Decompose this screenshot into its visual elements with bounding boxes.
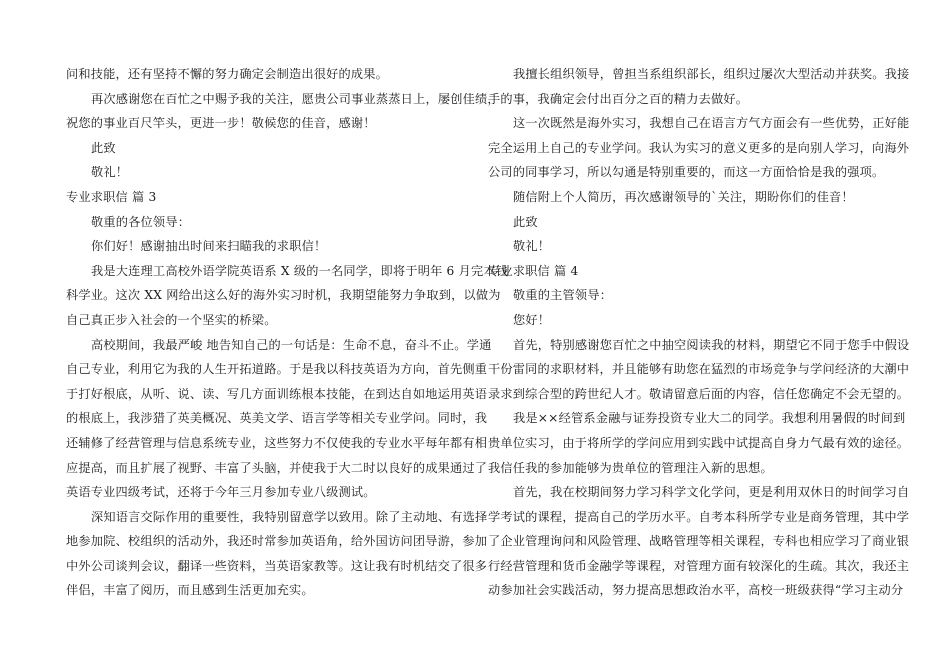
left-column-line: 你们好！感谢抽出时间来扫瞄我的求职信！ (91, 239, 327, 254)
right-column-line: 公司的同事学习，所以勾通是特别重要的，而这一方面恰恰是我的强项。 (488, 165, 885, 180)
right-column-line: 专业求职信 篇 4 (488, 263, 579, 278)
right-column-line: 完全运用上自己的专业学问。我认为实习的意义更多的是向别人学习，向海外 (488, 140, 910, 155)
left-column-line: 此致 (91, 140, 116, 155)
left-column-line: 敬礼！ (91, 165, 129, 180)
right-column-line: 首先，我在校期间努力学习科学文化学问，更是利用双休日的时间学习自 (513, 485, 910, 500)
left-column-line: 深知语言交际作用的重要性，我特别留意学以致用。除了主动地、有选择 (91, 509, 488, 524)
right-column-line: 这一次既然是海外实习，我想自己在语言方气方面会有一些优势，正好能 (513, 116, 910, 131)
left-column-line: 还辅修了经营管理与信息系统专业，这些努力不仅使我的专业水平每年都有相 (66, 435, 488, 450)
left-column-line: 自己真正步入社会的一个坚实的桥梁。 (66, 312, 277, 327)
right-column-line: 我信任我的参加能够为贵单位的管理注入新的思想。 (488, 460, 773, 475)
right-column-line: 了企业管理询问和风险管理、战略管理等相关课程，专科也相应学习了商业银 (488, 534, 910, 549)
left-column-line: 专业求职信 篇 3 (66, 189, 157, 204)
right-column-line: 首先，特别感谢您百忙之中抽空阅读我的材料，期望它不同于您手中假设 (513, 337, 910, 352)
right-column-line: 我擅长组织领导，曾担当系组织部长，组织过屡次大型活动并获奖。我接 (513, 67, 910, 81)
right-column-line: 随信附上个人简历，再次感谢领导的`关注，期盼你们的佳音！ (513, 189, 854, 204)
left-column-line: 敬重的各位领导： (91, 214, 191, 229)
right-column-line: 动参加社会实践活动，努力提高思想政治水平，高校一班级获得“学习主动分 (488, 583, 904, 598)
left-column-line: 中外公司谈判会议，翻译一些资料，当英语家教等。这让我有时机结交了很多 (66, 558, 488, 573)
left-column-line: 祝您的事业百尺竿头，更进一步！敬候您的佳音，感谢！ (66, 116, 376, 131)
left-column-line: 地参加院、校组织的活动外，我还时常参加英语角，给外国访问团导游，参加 (66, 534, 488, 549)
left-column-line: 我是大连理工高校外语学院英语系 X 级的一名同学，即将于明年 6 月完本钱 (91, 263, 509, 278)
left-column-line: 高校期间，我最严峻 地告知自己的一句话是：生命不息，奋斗不止。学通 (91, 337, 492, 352)
left-column-line: 科学业。这次 XX 网给出这么好的海外实习时机，我期望能努力争取到，以做为 (66, 288, 501, 303)
right-column-line: 此致 (513, 214, 538, 229)
left-column-line: 伴侣，丰富了阅历，而且感到生活更加充实。 (66, 583, 314, 598)
left-column-line: 应提高，而且扩展了视野、丰富了头脑，并使我于大二时以良好的成果通过了 (66, 460, 488, 475)
right-column-line: 录求到综合型的跨世纪人才。敬请留意后面的内容，信任您确定不会无望的。 (488, 386, 910, 401)
left-column-line: 问和技能，还有坚持不懈的努力确定会制造出很好的成果。 (66, 67, 389, 81)
right-column-line: 贵单位实习，由于将所学的学问应用到实践中试提高自身力气最有效的途径。 (488, 435, 910, 450)
left-column-line: 英语专业四级考试，还将于今年三月参加专业八级测试。 (66, 485, 376, 500)
right-column-line: 敬礼！ (513, 239, 551, 254)
right-column-line: 我是××经管系金融与证券投资专业大二的同学。我想利用暑假的时间到 (513, 411, 906, 426)
left-column-line: 自己专业，利用它为我的人生开拓道路。于是我以科技英语为方向，首先侧重 (66, 362, 488, 377)
left-column-line: 的根底上，我涉猎了英美概况、英美文学、语言学等相关专业学问。同时，我 (66, 411, 488, 426)
left-column-line: 于打好根底，从听、说、读、写几方面训练根本技能，在到达自如地运用英语 (66, 386, 488, 401)
right-text-column (488, 62, 910, 603)
right-column-line: 学考试的课程，提高自己的学历水平。自考本科所学专业是商务管理，其中学 (488, 509, 910, 524)
left-text-column (66, 62, 509, 603)
right-column-line: 敬重的主管领导： (513, 288, 613, 303)
left-column-line: 再次感谢您在百忙之中赐予我的关注，愿贵公司事业蒸蒸日上，屡创佳绩， (91, 91, 500, 106)
right-column-line: 手的事，我确定会付出百分之百的精力去做好。 (488, 91, 749, 106)
right-column-line: 行经营管理和货币金融学等课程，对管理方面有较深化的生疏。其次，我还主 (488, 558, 910, 573)
right-column-line: 干份雷同的求职材料，并且能够有助您在猛烈的市场竞争与学问经济的大潮中 (488, 362, 910, 377)
right-column-line: 您好！ (513, 312, 551, 327)
